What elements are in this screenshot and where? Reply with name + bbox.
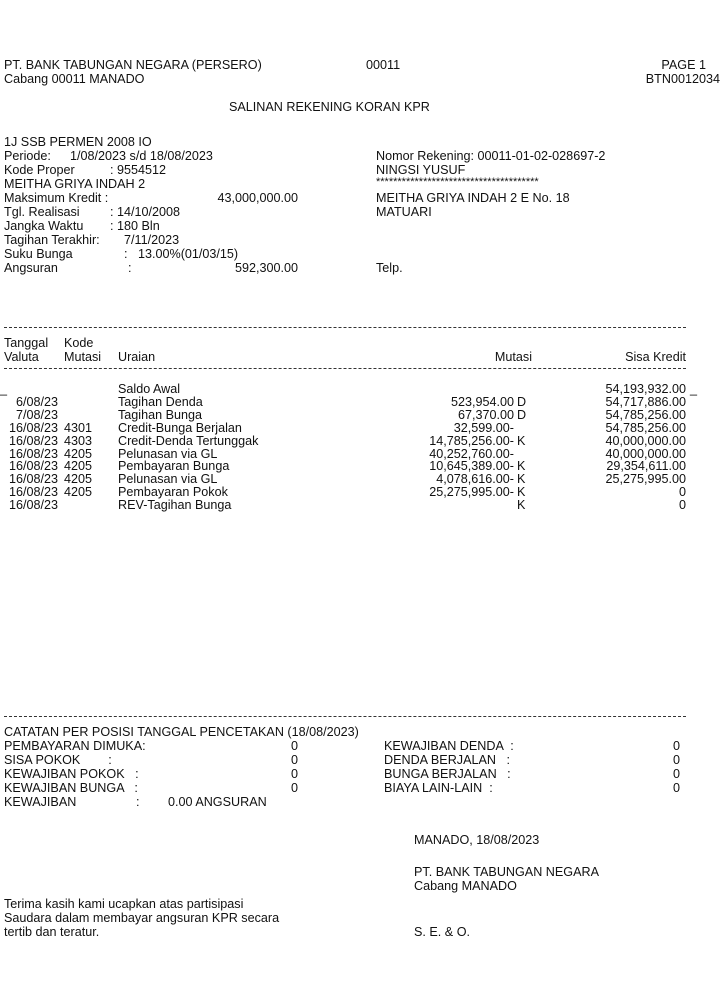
catatan-left-label: PEMBAYARAN DIMUKA: xyxy=(4,739,146,753)
row-sisa-kredit: 40,000,000.00 xyxy=(605,447,686,461)
row-code: 4205 xyxy=(64,485,93,499)
page-title: SALINAN REKENING KORAN KPR xyxy=(229,100,430,114)
row-mutasi: 10,645,389.00- xyxy=(429,459,514,473)
maksimum-kredit-label: Maksimum Kredit : xyxy=(4,191,109,205)
row-mutasi: 25,275,995.00- xyxy=(429,485,514,499)
report-id: BTN0012034 xyxy=(645,72,720,86)
row-marker-left: _ xyxy=(0,382,8,396)
catatan-right-label: KEWAJIBAN DENDA : xyxy=(384,739,514,753)
tgl-realisasi-label: Tgl. Realisasi xyxy=(4,205,80,219)
branch-name: Cabang 00011 MANADO xyxy=(4,72,145,86)
row-flag: D xyxy=(517,408,527,422)
row-mutasi: 32,599.00- xyxy=(453,421,514,435)
row-code: 4205 xyxy=(64,472,93,486)
row-flag: D xyxy=(517,395,527,409)
place-date: MANADO, 18/08/2023 xyxy=(414,833,540,847)
nomor-rekening: Nomor Rekening: 00011-01-02-028697-2 xyxy=(376,149,606,163)
row-description: REV-Tagihan Bunga xyxy=(118,498,232,512)
row-sisa-kredit: 54,785,256.00 xyxy=(605,408,686,422)
kewajiban-label: KEWAJIBAN xyxy=(4,795,77,809)
kewajiban-value: 0.00 ANGSURAN xyxy=(168,795,267,809)
catatan-right-value: 0 xyxy=(672,739,680,753)
row-description: Credit-Bunga Berjalan xyxy=(118,421,242,435)
row-mutasi: 67,370.00 xyxy=(457,408,514,422)
row-date: 6/08/23 xyxy=(15,395,58,409)
bank-name: PT. BANK TABUNGAN NEGARA (PERSERO) xyxy=(4,58,262,72)
thanks-line-2: Saudara dalam membayar angsuran KPR secara xyxy=(4,911,280,925)
row-code: 4205 xyxy=(64,447,93,461)
row-mutasi: 40,252,760.00- xyxy=(429,447,514,461)
row-sisa-kredit: 40,000,000.00 xyxy=(605,434,686,448)
catatan-title: CATATAN PER POSISI TANGGAL PENCETAKAN (18/08/2023) xyxy=(4,725,359,739)
stars-separator: ************************************** xyxy=(376,176,539,188)
header-valuta: Valuta xyxy=(4,350,39,364)
catatan-right-value: 0 xyxy=(672,781,680,795)
row-date: 16/08/23 xyxy=(8,447,58,461)
tgl-realisasi-value: : 14/10/2008 xyxy=(110,205,181,219)
seo-note: S. E. & O. xyxy=(414,925,470,939)
product-name: 1J SSB PERMEN 2008 IO xyxy=(4,135,152,149)
kewajiban-colon: : xyxy=(136,795,140,809)
catatan-right-label: BUNGA BERJALAN : xyxy=(384,767,511,781)
row-date: 16/08/23 xyxy=(8,485,58,499)
catatan-right-value: 0 xyxy=(672,767,680,781)
row-description: Credit-Denda Tertunggak xyxy=(118,434,259,448)
header-mutasi-code: Mutasi xyxy=(64,350,102,364)
catatan-left-label: SISA POKOK : xyxy=(4,753,112,767)
angsuran-colon: : xyxy=(128,261,132,275)
suku-bunga-label: Suku Bunga xyxy=(4,247,73,261)
catatan-right-label: BIAYA LAIN-LAIN : xyxy=(384,781,493,795)
row-description: Saldo Awal xyxy=(118,382,181,396)
customer-name: NINGSI YUSUF xyxy=(376,163,466,177)
row-description: Tagihan Bunga xyxy=(118,408,203,422)
row-description: Pembayaran Pokok xyxy=(118,485,228,499)
project-name: MEITHA GRIYA INDAH 2 xyxy=(4,177,146,191)
catatan-left-label: KEWAJIBAN BUNGA : xyxy=(4,781,138,795)
page-number: PAGE 1 xyxy=(661,58,706,72)
catatan-right-value: 0 xyxy=(672,753,680,767)
separator-line xyxy=(4,716,686,717)
kode-proper-value: : 9554512 xyxy=(110,163,167,177)
row-sisa-kredit: 25,275,995.00 xyxy=(605,472,686,486)
jangka-waktu-value: : 180 Bln xyxy=(110,219,160,233)
header-tanggal: Tanggal xyxy=(4,336,49,350)
header-kode: Kode xyxy=(64,336,94,350)
separator-line xyxy=(4,368,686,369)
catatan-left-label: KEWAJIBAN POKOK : xyxy=(4,767,139,781)
row-description: Pembayaran Bunga xyxy=(118,459,230,473)
angsuran-value: 592,300.00 xyxy=(234,261,298,275)
header-mutasi: Mutasi xyxy=(494,350,532,364)
row-flag: K xyxy=(517,472,526,486)
row-date: 16/08/23 xyxy=(8,459,58,473)
row-date: 16/08/23 xyxy=(8,434,58,448)
row-code: 4301 xyxy=(64,421,93,435)
header-uraian: Uraian xyxy=(118,350,156,364)
angsuran-label: Angsuran xyxy=(4,261,58,275)
row-mutasi: 14,785,256.00- xyxy=(429,434,514,448)
row-flag: K xyxy=(517,498,526,512)
row-mutasi: 523,954.00 xyxy=(450,395,514,409)
kode-proper-label: Kode Proper xyxy=(4,163,75,177)
telp-label: Telp. xyxy=(376,261,403,275)
signer-bank: PT. BANK TABUNGAN NEGARA xyxy=(414,865,599,879)
catatan-left-value: 0 xyxy=(290,767,298,781)
row-date: 16/08/23 xyxy=(8,421,58,435)
row-marker-right: _ xyxy=(690,382,698,396)
row-sisa-kredit: 54,193,932.00 xyxy=(605,382,686,396)
row-code: 4303 xyxy=(64,434,93,448)
row-sisa-kredit: 54,717,886.00 xyxy=(605,395,686,409)
periode-label: Periode: xyxy=(4,149,51,163)
row-flag: K xyxy=(517,434,526,448)
row-date: 7/08/23 xyxy=(15,408,58,422)
row-date: 16/08/23 xyxy=(8,472,58,486)
periode-value: 1/08/2023 s/d 18/08/2023 xyxy=(70,149,213,163)
separator-line xyxy=(4,327,686,328)
catatan-left-value: 0 xyxy=(290,753,298,767)
row-flag: K xyxy=(517,485,526,499)
row-mutasi: 4,078,616.00- xyxy=(436,472,514,486)
row-sisa-kredit: 54,785,256.00 xyxy=(605,421,686,435)
jangka-waktu-label: Jangka Waktu xyxy=(4,219,84,233)
address-line-2: MATUARI xyxy=(376,205,432,219)
row-description: Tagihan Denda xyxy=(118,395,203,409)
row-sisa-kredit: 0 xyxy=(678,485,686,499)
catatan-left-value: 0 xyxy=(290,739,298,753)
row-sisa-kredit: 29,354,611.00 xyxy=(606,459,686,473)
catatan-left-value: 0 xyxy=(290,781,298,795)
suku-bunga-value: : 13.00%(01/03/15) xyxy=(124,247,239,261)
row-flag: K xyxy=(517,459,526,473)
maksimum-kredit-value: 43,000,000.00 xyxy=(217,191,298,205)
thanks-line-3: tertib dan teratur. xyxy=(4,925,100,939)
branch-code: 00011 xyxy=(366,58,401,72)
header-sisa-kredit: Sisa Kredit xyxy=(625,350,686,364)
catatan-right-label: DENDA BERJALAN : xyxy=(384,753,510,767)
address-line-1: MEITHA GRIYA INDAH 2 E No. 18 xyxy=(376,191,570,205)
row-code: 4205 xyxy=(64,459,93,473)
tagihan-terakhir-label: Tagihan Terakhir: xyxy=(4,233,100,247)
thanks-line-1: Terima kasih kami ucapkan atas partisipasi xyxy=(4,897,244,911)
row-description: Pelunasan via GL xyxy=(118,447,218,461)
tagihan-terakhir-value: 7/11/2023 xyxy=(124,233,180,247)
row-sisa-kredit: 0 xyxy=(678,498,686,512)
row-description: Pelunasan via GL xyxy=(118,472,218,486)
signer-branch: Cabang MANADO xyxy=(414,879,517,893)
row-date: 16/08/23 xyxy=(8,498,58,512)
